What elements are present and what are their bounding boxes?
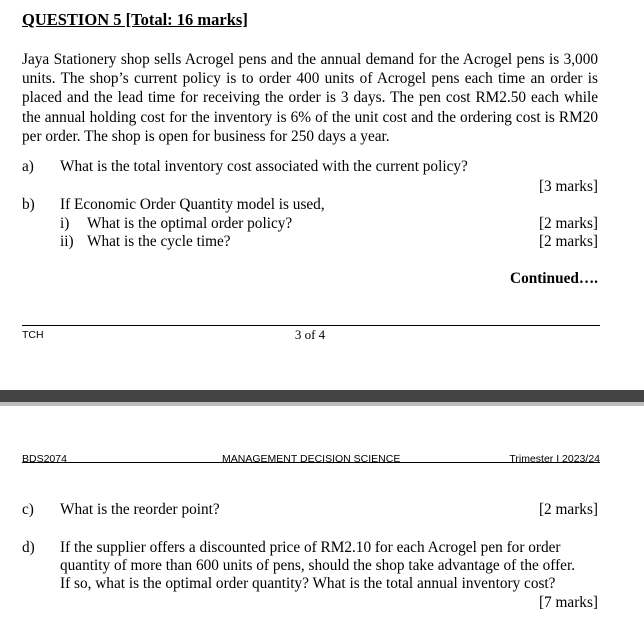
header-trimester: Trimester I 2023/24 [509,453,600,465]
question-b-i-marks: [2 marks] [538,215,598,232]
continued-note: Continued…. [510,270,598,287]
question-heading: QUESTION 5 [Total: 16 marks] [22,10,248,29]
question-b-ii-marks: [2 marks] [538,233,598,250]
question-b-i-label: i) [60,215,70,232]
question-d-line-3: If so, what is the optimal order quantity? What is the total annual inventory cost? [60,575,556,592]
question-b-ii-label: ii) [60,233,74,250]
header-course-code: BDS2074 [22,453,67,465]
page-number: 3 of 4 [294,327,326,342]
question-paragraph: Jaya Stationery shop sells Acrogel pens and the annual demand for the Acrogel pens is 3,000 units. The shop’s current policy is to order 400 units of Acrogel pens each time an order is placed and the lead time for receiving the order is 3 days. The pen cost RM2.50 each while the annual holding cost for the inventory is 6% of the unit cost and the ordering cost is RM20 per order. The shop is open for business for 250 days a year. [22,51,598,145]
question-b-text: If Economic Order Quantity model is used, [60,196,325,213]
footer-left: TCH [22,329,44,341]
question-c-text: What is the reorder point? [60,501,220,518]
question-d-marks: [7 marks] [538,594,598,611]
question-b-ii-text: What is the cycle time? [87,233,231,250]
question-b-label: b) [22,196,35,213]
footer-divider [22,325,600,326]
page-separator [0,390,644,402]
question-d-line-1: If the supplier offers a discounted price of RM2.10 for each Acrogel pen for order [60,539,561,556]
header-course-title: MANAGEMENT DECISION SCIENCE [222,453,401,465]
question-d-line-2: quantity of more than 600 units of pens, should the shop take advantage of the offer. [60,557,576,574]
header-divider [22,462,600,463]
page-separator-shadow [0,402,644,406]
question-a-marks: [3 marks] [538,178,598,195]
question-a-label: a) [22,158,34,175]
question-b-i-text: What is the optimal order policy? [87,215,293,232]
question-c-marks: [2 marks] [538,501,598,518]
question-d-label: d) [22,539,35,556]
question-c-label: c) [22,501,34,518]
question-a-text: What is the total inventory cost associated with the current policy? [60,158,468,175]
